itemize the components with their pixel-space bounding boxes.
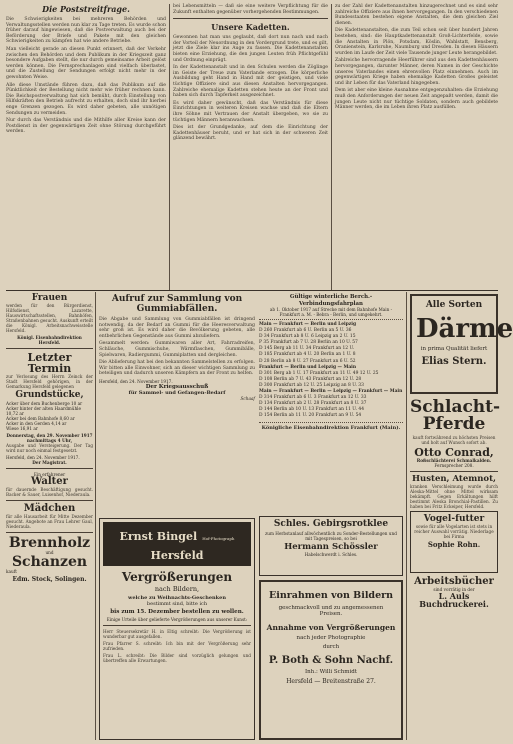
- schedule-row: D 300 Frankfurt ab 12 U. 25 Leipzig an 8 U. 33: [259, 382, 364, 388]
- schedule-row: Main — Frankfurt — Berlin und Leipzig: [259, 322, 357, 327]
- ad-text: kauft fortwährend zu höchsten Preisen und holt auf Wunsch sofort ab.: [412, 435, 496, 445]
- schedule-row: D 145 Berg ab 11 U. 34 Frankfurt an 12 U.: [259, 346, 355, 352]
- divider: [259, 422, 403, 423]
- article-paragraph: Alle diese Umstände führen dazu, daß das Publikum auf die Pünktlichkeit der Bestellung nicht mehr wie früher rechnen kann. Die Reichspostverwaltung hat sich bemüht, durch Einstellung von Hilfskräften den Betrieb aufrecht zu erhalten, doch sind ihr hierbei enge Grenzen gezogen. Es wird daher gebeten, alle unnötigen Sendungen zu vermeiden.: [6, 82, 166, 116]
- right-ad-column: [410, 294, 513, 740]
- schedule-row: D 185 Frankfurt ab 4 U. 20 Berlin an 1 U. 8: [259, 352, 356, 358]
- ad-verb: kauft: [6, 569, 17, 574]
- ad-title: Grundstücke,: [15, 390, 84, 400]
- ad-title: Brennholz: [8, 535, 91, 551]
- column-rule: [169, 4, 170, 290]
- divider: [259, 319, 403, 320]
- ad-service: Annahme von Vergrößerungen: [266, 622, 396, 632]
- article-column-2: [173, 4, 328, 290]
- ad-subtitle: geschmackvoll und zu angemessenen Preisen.: [278, 604, 384, 617]
- seller-name: Hermann Schössler: [284, 542, 378, 552]
- schedule-row: D 260 Frankfurt ab 6 U. Berlin an 5 U. 36: [259, 328, 352, 334]
- schedule-title: Gültige winterliche Berch.-Verbindungsfahrplan: [289, 294, 373, 307]
- notice-gummi: [99, 294, 255, 514]
- ad-text: kranken Verschleimung wurde durch Aleska-Mittel ohne Mittel wirksam bekämpft. Gegen Erkältungen hilft bestimmt Aleska Bronchial-Pastillen. Zu haben bei Fritz Eckeiper, Hersfeld.: [410, 483, 498, 509]
- ad-husten: [410, 475, 498, 509]
- ad-maedchen: [6, 504, 93, 529]
- ad-arbeitsbuecher: [410, 577, 498, 608]
- schedule-row: Main — Frankfurt — Berlin — Leipzig — Frankfurt — Main: [259, 389, 403, 395]
- firm-owner: Inh.: Willi Schmidt: [304, 668, 358, 675]
- divider: [6, 468, 93, 469]
- schedule-row: P 35 Frankfurt ab 7 U. 28 Berlin an 10 U. 57: [259, 340, 358, 346]
- ad-title: Arbeitsbücher: [414, 575, 494, 587]
- ad-title: Einrahmen von Bildern: [268, 590, 394, 601]
- ad-brennholz: [6, 536, 93, 583]
- ad-buyer: Edm. Stock, Solingen.: [12, 576, 87, 583]
- schedule-row: D 144 Berlin ab 10 U. 13 Frankfurt an 11 U. 44: [259, 407, 364, 413]
- left-ad-column: [6, 294, 93, 740]
- ad-text: für alle Hausarbeit für Mitte Dezember gesucht. Angebote an Frau Lehrer Gaul, Niederaula.: [6, 514, 93, 529]
- schedule-row: D 28 Berlin ab 8 U. 27 Frankfurt an 6 U. 52: [259, 358, 356, 364]
- notice-paragraph: Die Ablieferung hat bei den bekannten Sammelstellen zu erfolgen. Wir bitten alle Einwohner, sich an dieser wichtigen Sammlung zu beteiligen und dadurch unseren Kämpfern an der Front zu helfen.: [99, 360, 255, 377]
- article-column-1: [6, 4, 166, 290]
- ad-title: Letzter Termin: [27, 351, 72, 375]
- schedule-row: D 154 Berlin ab 11 U. 20 Frankfurt an 9 U. 54: [259, 413, 362, 419]
- ad-title: Därme: [416, 314, 513, 344]
- ad-connector: durch: [322, 643, 340, 650]
- newspaper-page: [6, 4, 513, 740]
- article-paragraph: Nur durch das Verständnis und die Mithilfe aller Kreise kann der Postdienst in der gegenwärtigen Zeit ohne Störung durchgeführt werden.: [6, 118, 166, 135]
- plot-row: Wiese 16,91 ar: [6, 426, 38, 431]
- article-paragraph: Man vielleicht gerade an diesen Punkt erinnert, daß der Verkehr zwischen den Behörden und dem Publikum in der Kriegszeit ganz besondere Aufgaben stellt, die nur durch gemeinsame Arbeit gelöst werden können. Die Fernsprechanlagen sind vielfach überlastet, und die Zustellung der Sendungen erfolgt nicht mehr in der gewohnten Weise.: [6, 46, 166, 80]
- article-paragraph: Zahlreiche hervorragende Heerführer sind aus den Kadettenhäusern hervorgegangen, darunter Männer, deren Namen in der Geschichte unseres Vaterlandes einen ehrenvollen Platz einnehmen. Auch im gegenwärtigen Kriege haben ehemalige Kadetten Großes geleistet und ihr Leben für das Vaterland hingegeben.: [335, 58, 498, 86]
- ad-title: Vergrößerungen: [121, 570, 233, 584]
- ad-title: Schles. Gebirgsrotklee: [273, 519, 389, 529]
- ad-title: Vogel-futter: [423, 513, 485, 524]
- seller-business: Roßschlächterei Schmalkalden.: [416, 458, 492, 463]
- ad-text: Ausgabe und Versteigerung. Der Tag wird nur noch einmal festgesetzt.: [6, 443, 93, 453]
- seller-phone: Fernsprecher 208.: [434, 463, 474, 468]
- ad-signature: Königl. Eisenbahndirektion Hersfeld.: [17, 335, 82, 345]
- schedule-subtitle: ab 1. Oktober 1917 auf Strecke mit dem Bahnhofe Main - Frankfurt a. M. - Bebra - Berlin, und umgekehrt.: [269, 307, 393, 317]
- divider: [410, 471, 498, 472]
- notice-place: Hersfeld, den 24. November 1917.: [99, 378, 173, 384]
- schedule-row: D 301 Berg ab 1 U. 17 Frankfurt an 11 U. 49 12 U. 25: [259, 370, 379, 376]
- divider: [6, 532, 93, 533]
- ad-title: Husten, Atemnot,: [412, 474, 496, 484]
- ad-subtitle: nach Bildern,: [154, 585, 200, 593]
- article-paragraph: zu der Zahl der Kadettenanstalten hinzugerechnet und es sind sehr zahlreiche Offiziere aus ihnen hervorgegangen. In den verschiedenen Bundesstaaten bestehen eigene Anstalten, die dem gleichen Ziel dienen.: [335, 4, 498, 26]
- ad-text: werden für den Bürgerdienst, Hilfsdienst, Lazarette, Hauswirtschaftsstellen, Bahnhöfen, Straßenbahnen gesucht. Auskunft erteilt die Königl. Arbeitsnachweisstelle Hersfeld.: [6, 303, 93, 333]
- article-paragraph: Die Schwierigkeiten bei mehreren Behörden und Verwaltungsstellen werden nun klar zu Tage treten. Es wurde schon früher darauf hingewiesen, daß die Postverwaltung auch bei der Beförderung der Briefe und Pakete mit den gleichen Schwierigkeiten zu kämpfen hat wie andere Betriebe.: [6, 17, 166, 45]
- article-paragraph: Es wird daher gewünscht, daß das Verständnis für diese Einrichtungen in weiteren Kreisen wachse und daß die Eltern ihre Söhne mit Vertrauen der Anstalt übergeben, wo sie zu tüchtigen Männern heranwachsen.: [173, 100, 328, 123]
- article-paragraph: Die Kadettenanstalten, die zum Teil schon seit über hundert Jahren bestehen, sind: die Hauptkadettenanstalt Groß-Lichterfelde, sowie die Anstalten in Plön, Potsdam, Köslin, Wahlstatt, Bensberg, Oranienstein, Karlsruhe, Naumburg und Dresden. In diesen Häusern wurden im Laufe der Zeit viele Tausende junger Leute herangebildet.: [335, 28, 498, 56]
- article-headline: Unsere Kadetten.: [211, 22, 290, 33]
- plot-row: Acker über dem Buchenberge 10 ar: [6, 401, 83, 406]
- ad-pferde: [410, 397, 501, 468]
- notice-signer-sub: für Sammel- und Gefangen-Bedarf: [128, 389, 226, 396]
- ad-text: sind vorrätig in der: [433, 586, 475, 592]
- seller-name: L. Auls Buchdruckerei.: [419, 590, 489, 609]
- ad-text: für dauernde Beschäftigung gesucht. Backer & Sauer, Luisenhof, Niederaula.: [6, 487, 93, 497]
- ad-kicker: Ein erfahrener: [33, 472, 66, 477]
- divider: [6, 500, 93, 501]
- column-rule: [406, 292, 407, 740]
- plot-row: Acker bei dem Bahnhofe 8,60 ar: [6, 416, 75, 421]
- testimonial: Herr Steuersekretär H. in Eltig schreibt: Die Vergrößerung ist wunderbar gut ausgefallen.: [103, 629, 251, 639]
- article-paragraph: Dem ist aber eine kleine Ausnahme entgegenzuhalten: die Erziehung muß den Anforderungen der neuen Zeit angepaßt werden, damit die jungen Leute nicht nur tüchtige Soldaten, sondern auch gebildete Männer werden, die im Leben ihren Platz ausfüllen.: [335, 88, 498, 111]
- ad-text: sowie für alle Vogelarten ist stets in reicher Auswahl vorrätig. Niederlage bei Firma: [414, 523, 494, 539]
- column-rule: [331, 4, 332, 290]
- notice-title: Aufruf zur Sammlung von Gummiabfällen.: [111, 294, 243, 314]
- ad-bingel: [99, 518, 255, 740]
- article-column-3: [335, 4, 498, 290]
- photographer-city: Hersfeld: [150, 549, 204, 562]
- divider: [103, 625, 251, 626]
- ad-darme: [410, 294, 513, 394]
- article-paragraph: Dies ist der Grundgedanke, auf dem die Einrichtung der Kadettenhäuser beruht, und er hat sich in der schweren Zeit glänzend bewährt.: [173, 125, 328, 142]
- auction-time: nachmittags 4 Uhr,: [26, 438, 73, 443]
- seller-name: Otto Conrad,: [414, 446, 494, 459]
- notice-paragraph: Die Abgabe und Sammlung von Gummiabfällen ist dringend notwendig, da der Bedarf an Gummi für die Heeresverwaltung sehr groß ist. Es wird daher die Bevölkerung gebeten, alle entbehrlichen Gegenstände aus Gummi abzuliefern.: [99, 317, 255, 339]
- ad-kicker: Alle Sorten: [425, 300, 483, 310]
- schedule-row: D 34 Frankfurt ab 8 U. 6 Leipzig an 2 U. 15: [259, 334, 356, 340]
- ad-gebirgsrotklee: [259, 516, 403, 576]
- schedule-row: Frankfurt — Berlin und Leipzig — Main: [259, 364, 357, 370]
- seller-name: Sophie Rohn.: [427, 539, 481, 549]
- schedule-footer: Königliche Eisenbahndirektion Frankfurt (Main).: [261, 424, 401, 431]
- ad-title: Schanzen: [11, 554, 88, 570]
- ad-walter: [6, 472, 93, 497]
- divider: [173, 18, 328, 19]
- ad-service-detail: nach jeder Photographie: [296, 634, 366, 641]
- ad-text: zum Herbstanlauf allwöchentlich zu Sonder-Bestellungen und mit Tagespreisen, so bei: [265, 531, 397, 541]
- ad-text: Einige Urteile über gelieferte Vergrößerungen aus unserer Kunst:: [106, 617, 248, 622]
- photographer-title: Hof-Photograph: [202, 536, 235, 541]
- plot-row: Acker hinter der alten Haardmühle 10,72 ar: [6, 406, 81, 416]
- article-paragraph: In der Kadettenanstalt und in den Schulen werden die Zöglinge im Geiste der Treue zum Vaterlande erzogen. Die körperliche Ausbildung geht Hand in Hand mit der geistigen, und viele tüchtige Offiziere sind aus diesen Anstalten hervorgegangen. Zahlreiche ehemalige Kadetten stehen heute an der Front und haben sich durch Tapferkeit ausgezeichnet.: [173, 65, 328, 99]
- divider: [6, 348, 93, 349]
- notice-signer-name: Schaaf: [240, 395, 255, 401]
- photographer-name: Ernst Bingel: [119, 530, 198, 543]
- article-paragraph: Gewonnen hat man uns geglaubt, daß dort nun nach und nach der Vorteil der Neuordnung in den Vordergrund trete, und es gilt, jetzt die Ziele klar ins Auge zu fassen. Die Kadettenanstalten bieten eine Erziehung, die den jungen Leuten früh Pflichtgefühl und Ordnung einprägt.: [173, 35, 328, 63]
- schedule-row: D 108 Berlin ab 7 U. 43 Frankfurt an 12 U. 28: [259, 376, 362, 382]
- auction-date: Donnerstag, den 29. November 1917: [6, 433, 93, 438]
- ad-title: Mädchen: [23, 503, 76, 514]
- ad-title: Pferde: [422, 414, 486, 434]
- ad-termin: [6, 352, 93, 465]
- ad-title: Schlacht-: [410, 397, 501, 417]
- schedule-row: D 314 Frankfurt ab 6 U. 3 Frankfurt an 12 U. 33: [259, 395, 367, 401]
- ad-frauen: [6, 294, 93, 345]
- section-divider: [6, 290, 498, 291]
- ad-text: zur Verlosung des Herrn Zeinck der Stadt Hersfeld gehörigen, in der Gemarkung Hersfeld gelegenen: [6, 374, 93, 389]
- article-headline: Die Poststreitfrage.: [42, 4, 130, 14]
- train-schedule: [259, 294, 403, 512]
- seller-name: Elias Stern.: [421, 356, 487, 367]
- ad-conjunction: und: [45, 550, 54, 555]
- testimonial: Frau Pfarrer S. schreibt: Ich bin mit der Vergrößerung sehr zufrieden.: [103, 641, 251, 651]
- column-rule: [95, 292, 96, 740]
- seller-place: Habelschwerdt i. Schles.: [304, 551, 358, 557]
- notice-signer: Der Kriegsausschuß: [145, 383, 209, 390]
- ad-deadline: bis zum 15. Dezember bestellen zu wollen.: [110, 609, 244, 615]
- notice-paragraph: Gesammelt werden: Gummiwaren aller Art, Fahrradreifen, Schläuche, Gummischuhe, Wärmflaschen, Gummibälle, Spielwaren, Radiergummi, Gummiplatten und dergleichen.: [99, 341, 255, 358]
- ad-title: Walter: [31, 476, 68, 487]
- article-intro: bei Lebensmitteln — daß sie eine weitere Verpflichtung für die Zukunft enthalten gegenüber vorhergehenden Bestimmungen.: [173, 4, 328, 15]
- ad-place-town: Hersfeld,: [6, 455, 26, 460]
- testimonial: Frau L. schreibt: Die Bilder sind vorzüglich gelungen und übertreffen alle Erwartungen.: [103, 653, 251, 663]
- ad-vogelfutter: [410, 511, 498, 573]
- ad-title: Frauen: [31, 293, 68, 303]
- firm-address: Hersfeld — Breitenstraße 27.: [286, 677, 376, 685]
- firm-name: P. Both & Sohn Nachf.: [268, 654, 394, 666]
- ad-text: in prima Qualität liefert: [420, 346, 488, 352]
- ad-einrahmen: [259, 580, 403, 740]
- ad-signature: Der Magistrat.: [32, 460, 67, 465]
- ad-header: [103, 522, 251, 566]
- ad-text: welche zu Weihnachts-Geschenken: [128, 595, 226, 601]
- schedule-row: D 134 Frankfurt ab 2 U. 28 Frankfurt an 8 U. 37: [259, 401, 367, 407]
- ad-text: bestimmt sind, bitte ich: [146, 601, 208, 607]
- plot-row: Acker in den Gerden 4,14 ar: [6, 421, 67, 426]
- ad-place-date: den 24. November 1917.: [27, 455, 80, 460]
